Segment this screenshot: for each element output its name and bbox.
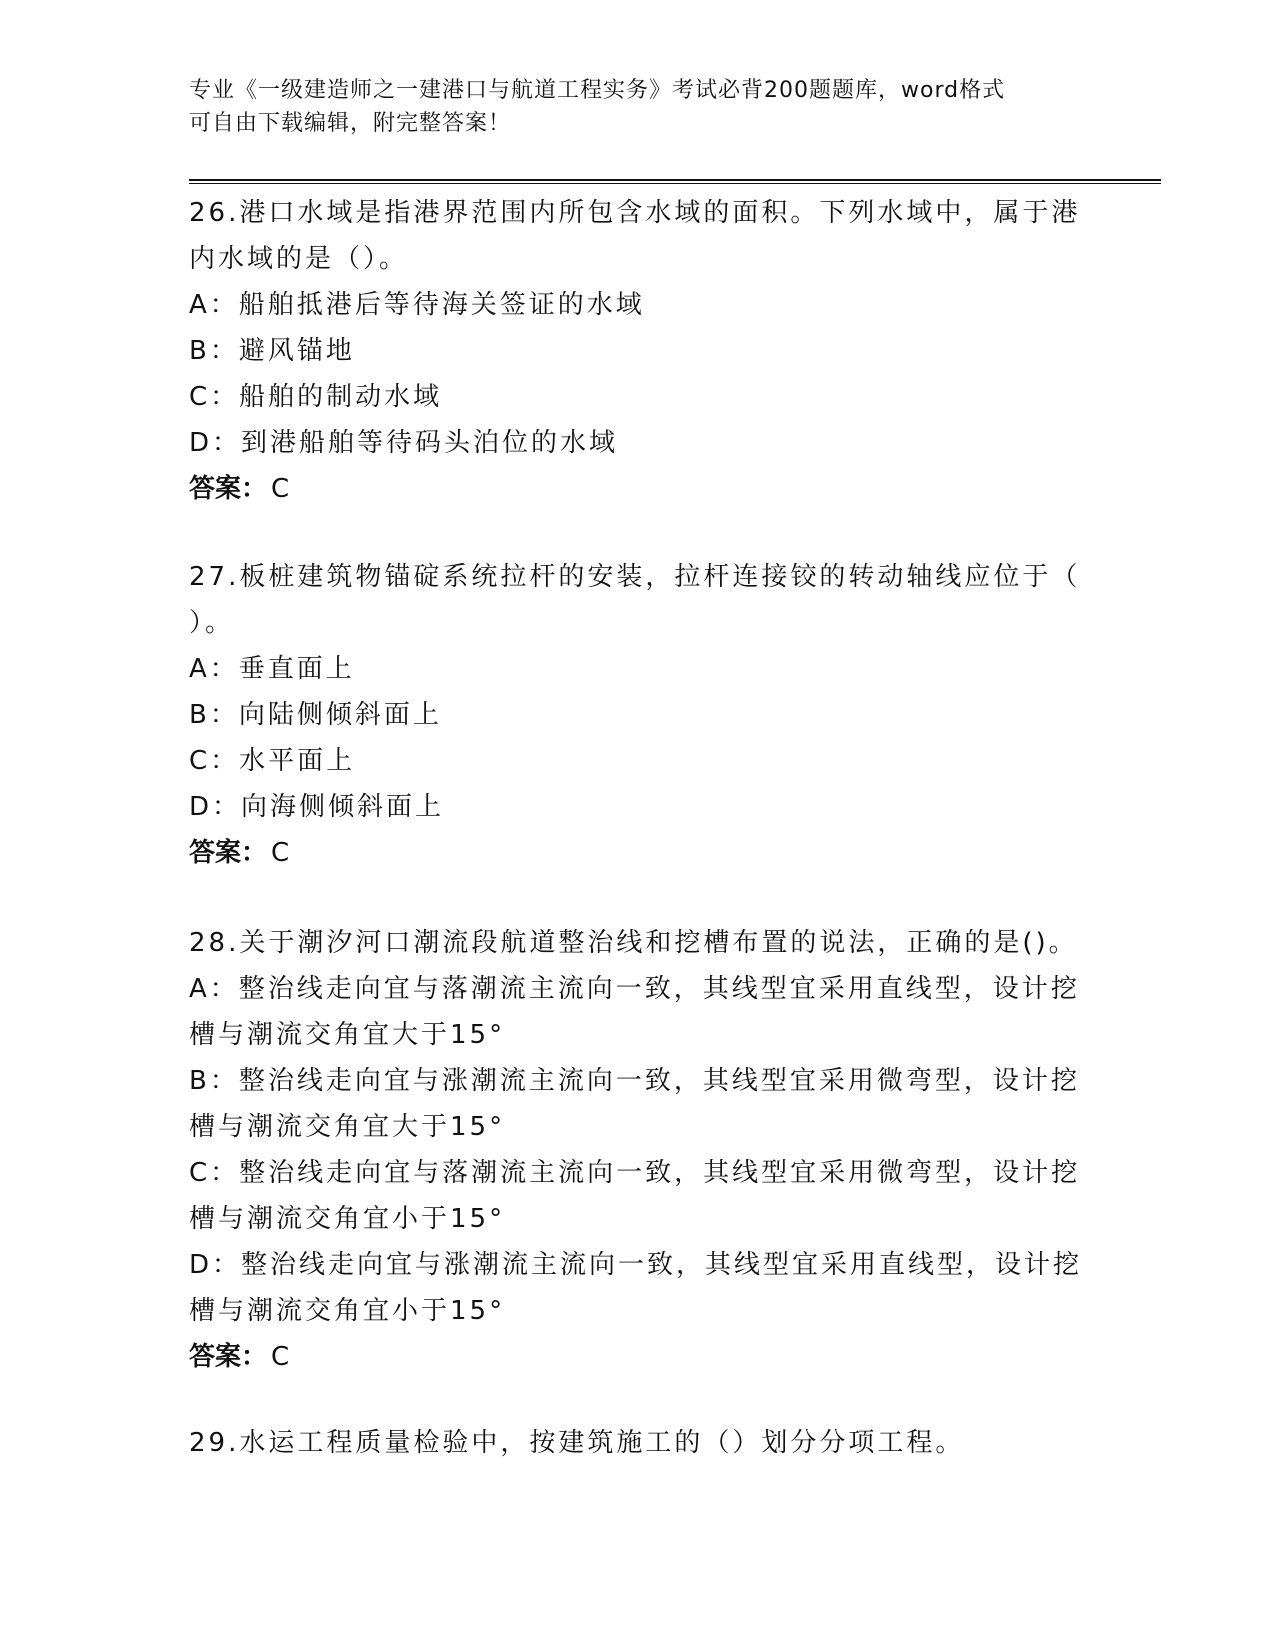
answer-line — [189, 1334, 1082, 1380]
question-28 — [189, 920, 1082, 1380]
option-d: D：整治线走向宜与涨潮流主流向一致，其线型宜采用直线型，设计挖 — [189, 1250, 1083, 1280]
answer-line — [189, 466, 1080, 512]
option-b: B：避风锚地 — [189, 336, 355, 366]
answer-value: C — [271, 474, 290, 504]
question-stem-line: 27.板桩建筑物锚碇系统拉杆的安装，拉杆连接铰的转动轴线应位于（ — [189, 562, 1081, 592]
option-a-continued: 槽与潮流交角宜大于15° — [189, 1020, 506, 1050]
answer-value: C — [271, 1342, 290, 1372]
question-stem-line: 26.港口水域是指港界范围内所包含水域的面积。下列水域中，属于港 — [189, 198, 1081, 228]
option-a: A：整治线走向宜与落潮流主流向一致，其线型宜采用直线型，设计挖 — [189, 974, 1080, 1004]
header-title-line-2: 可自由下载编辑，附完整答案！ — [189, 111, 512, 136]
answer-label: 答案： — [189, 1342, 268, 1372]
answer-value: C — [271, 838, 290, 868]
answer-line — [189, 830, 1080, 876]
option-a: A：船舶抵港后等待海关签证的水域 — [189, 290, 645, 320]
question-26 — [189, 190, 1080, 512]
header-title-line-1: 专业《一级建造师之一建港口与航道工程实务》考试必背200题题库，word格式 — [189, 78, 1006, 103]
header-divider — [189, 179, 1161, 184]
answer-label: 答案： — [189, 838, 268, 868]
answer-label: 答案： — [189, 474, 268, 504]
option-a: A：垂直面上 — [189, 654, 355, 684]
question-27 — [189, 554, 1080, 876]
option-d-continued: 槽与潮流交角宜小于15° — [189, 1296, 506, 1326]
option-c: C：船舶的制动水域 — [189, 382, 443, 412]
option-c: C：水平面上 — [189, 746, 356, 776]
option-d: D：到港船舶等待码头泊位的水域 — [189, 428, 619, 458]
question-stem-line: 28.关于潮汐河口潮流段航道整治线和挖槽布置的说法，正确的是()。 — [189, 928, 1078, 958]
question-stem-line: ）。 — [189, 608, 235, 638]
question-stem-line: 内水域的是（）。 — [189, 244, 409, 274]
option-b-continued: 槽与潮流交角宜大于15° — [189, 1112, 506, 1142]
question-29 — [189, 1420, 964, 1466]
option-d: D：向海侧倾斜面上 — [189, 792, 445, 822]
document-header — [189, 74, 1089, 140]
option-c: C：整治线走向宜与落潮流主流向一致，其线型宜采用微弯型，设计挖 — [189, 1158, 1081, 1188]
option-b: B：整治线走向宜与涨潮流主流向一致，其线型宜采用微弯型，设计挖 — [189, 1066, 1080, 1096]
option-b: B：向陆侧倾斜面上 — [189, 700, 442, 730]
question-stem-line: 29.水运工程质量检验中，按建筑施工的（）划分分项工程。 — [189, 1428, 965, 1458]
option-c-continued: 槽与潮流交角宜小于15° — [189, 1204, 506, 1234]
